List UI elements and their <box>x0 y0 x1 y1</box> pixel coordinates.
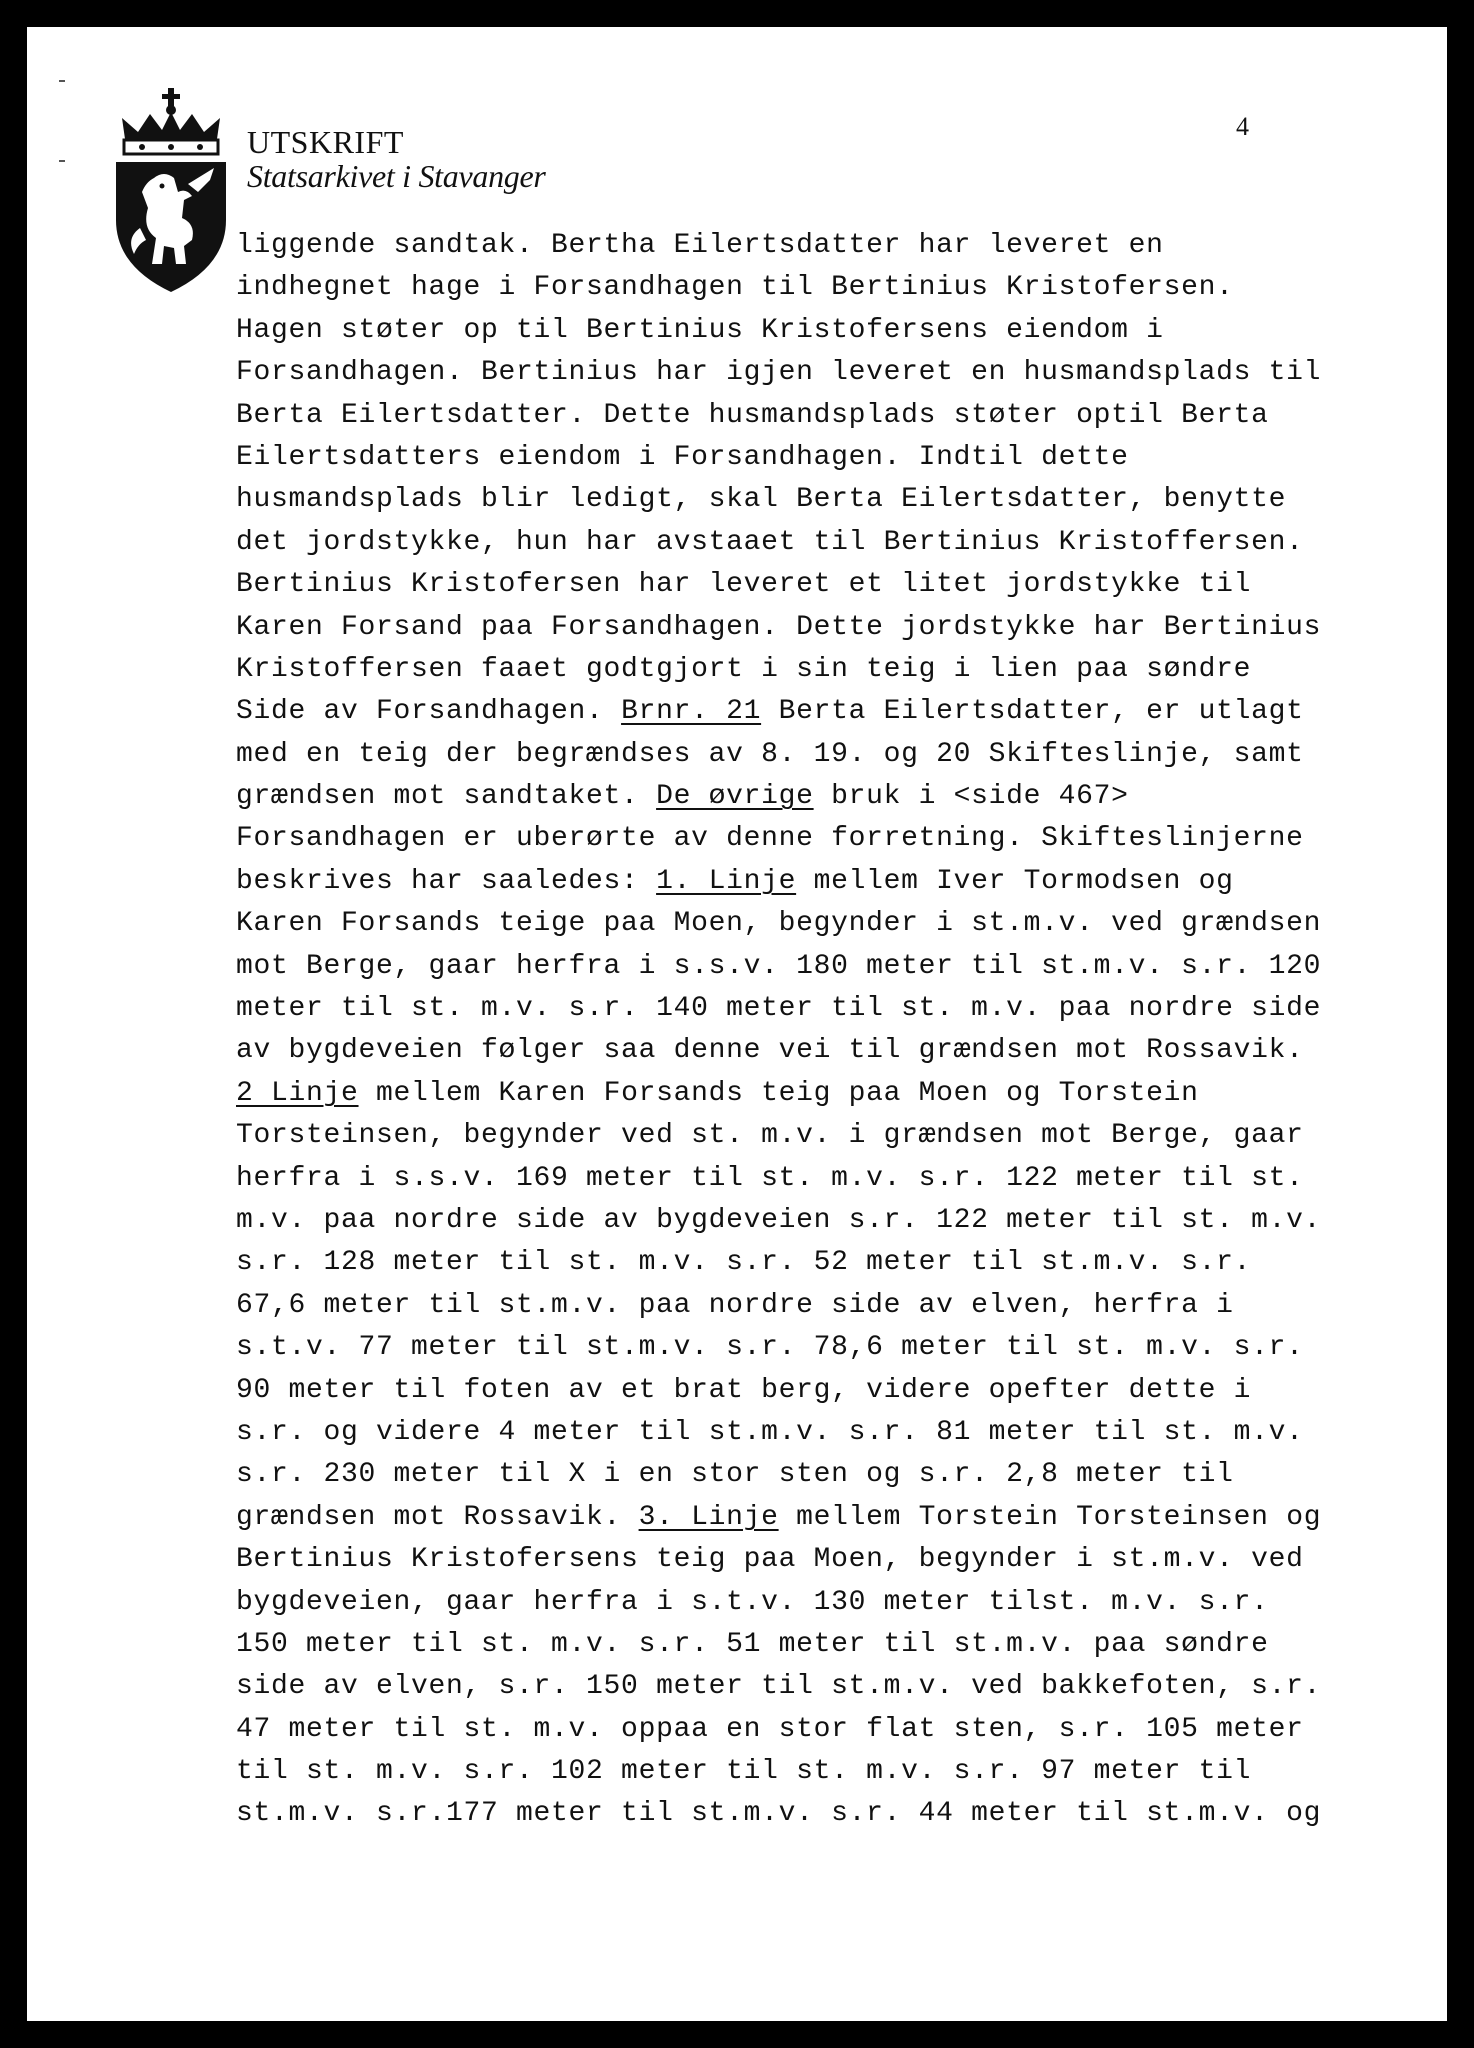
text-segment: Karen Forsand paa Forsandhagen. Dette jordstykke har Bertinius <box>236 611 1322 643</box>
archive-title: UTSKRIFT <box>247 124 404 160</box>
text-segment: Bertinius Kristofersens teig paa Moen, begynder i st.m.v. ved <box>236 1544 1304 1576</box>
text-line <box>236 1497 1386 1539</box>
text-segment: liggende sandtak. Bertha Eilertsdatter har leveret en <box>236 230 1164 261</box>
text-segment: Berta Eilertsdatter. Dette husmandsplads støter optil Berta <box>236 399 1269 431</box>
text-line <box>236 1454 1386 1496</box>
text-line <box>236 1158 1386 1200</box>
text-line <box>236 1793 1386 1835</box>
text-line <box>236 522 1386 564</box>
text-line <box>236 691 1386 733</box>
text-line <box>236 352 1386 394</box>
text-line <box>236 1412 1386 1454</box>
text-line <box>236 818 1386 860</box>
text-segment: bruk i <side 467> <box>813 781 1129 813</box>
text-line <box>236 479 1386 521</box>
text-segment: bygdeveien, gaar herfra i s.t.v. 130 meter tilst. m.v. s.r. <box>236 1586 1269 1618</box>
text-segment: s.r. 128 meter til st. m.v. s.r. 52 meter til st.m.v. s.r. <box>236 1247 1252 1279</box>
underlined-heading: De øvrige <box>656 781 814 813</box>
text-segment: mellem Torstein Torsteinsen og <box>778 1501 1322 1533</box>
text-segment: s.t.v. 77 meter til st.m.v. s.r. 78,6 meter til st. m.v. s.r. <box>236 1332 1304 1364</box>
text-segment: Eilertsdatters eiendom i Forsandhagen. Indtil dette <box>236 441 1129 473</box>
text-segment: s.r. 230 meter til X i en stor sten og s.r. 2,8 meter til <box>236 1459 1234 1491</box>
text-line <box>236 649 1386 691</box>
norwegian-coat-of-arms-icon <box>112 88 230 292</box>
text-line <box>236 1751 1386 1793</box>
text-line <box>236 310 1386 352</box>
text-segment: mellem Iver Tormodsen og <box>796 865 1234 897</box>
text-line <box>236 988 1386 1030</box>
text-segment: Kristoffersen faaet godtgjort i sin teig i lien paa søndre <box>236 653 1252 685</box>
text-segment: m.v. paa nordre side av bygdeveien s.r. 122 meter til st. m.v. <box>236 1204 1322 1236</box>
text-segment: Karen Forsands teige paa Moen, begynder i st.m.v. ved grændsen <box>236 908 1322 940</box>
text-segment: 47 meter til st. m.v. oppaa en stor flat sten, s.r. 105 meter <box>236 1713 1304 1745</box>
text-line <box>236 607 1386 649</box>
text-line <box>236 395 1386 437</box>
text-line <box>236 1709 1386 1751</box>
text-segment: grændsen mot Rossavik. <box>236 1501 639 1533</box>
underlined-heading: Brnr. 21 <box>621 696 762 728</box>
text-segment: til st. m.v. s.r. 102 meter til st. m.v. s.r. 97 meter til <box>236 1756 1252 1788</box>
text-segment: med en teig der begrændses av 8. 19. og 20 Skifteslinje, samt <box>236 738 1304 770</box>
text-segment: det jordstykke, hun har avstaaet til Bertinius Kristoffersen. <box>236 526 1304 558</box>
text-line <box>236 861 1386 903</box>
text-segment: 150 meter til st. m.v. s.r. 51 meter til st.m.v. paa søndre <box>236 1628 1269 1660</box>
text-line <box>236 946 1386 988</box>
text-line <box>236 1539 1386 1581</box>
underlined-heading: 3. Linje <box>638 1501 779 1533</box>
text-segment: Forsandhagen er uberørte av denne forretning. Skifteslinjerne <box>236 823 1304 855</box>
text-segment: Forsandhagen. Bertinius har igjen leveret en husmandsplads til <box>236 357 1322 389</box>
text-line <box>236 1666 1386 1708</box>
text-segment: st.m.v. s.r.177 meter til st.m.v. s.r. 44 meter til st.m.v. og <box>236 1798 1322 1830</box>
text-line <box>236 1030 1386 1072</box>
text-segment: av bygdeveien følger saa denne vei til grændsen mot Rossavik. <box>236 1035 1304 1067</box>
text-line <box>236 734 1386 776</box>
text-segment: Hagen støter op til Bertinius Kristofersens eiendom i <box>236 314 1164 346</box>
text-line <box>236 1370 1386 1412</box>
margin-mark <box>59 80 65 82</box>
text-segment: Torsteinsen, begynder ved st. m.v. i grændsen mot Berge, gaar <box>236 1120 1304 1152</box>
transcript-body <box>236 225 1386 1836</box>
text-line <box>236 437 1386 479</box>
text-segment: herfra i s.s.v. 169 meter til st. m.v. s.r. 122 meter til st. <box>236 1162 1304 1194</box>
text-line <box>236 1624 1386 1666</box>
text-line <box>236 776 1386 818</box>
text-segment: Berta Eilertsdatter, er utlagt <box>761 696 1304 728</box>
text-segment: meter til st. m.v. s.r. 140 meter til st. m.v. paa nordre side <box>236 993 1322 1025</box>
text-line <box>236 267 1386 309</box>
text-segment: Bertinius Kristofersen har leveret et litet jordstykke til <box>236 569 1252 601</box>
text-segment: grændsen mot sandtaket. <box>236 781 657 813</box>
text-line <box>236 1582 1386 1624</box>
margin-mark <box>59 160 65 162</box>
text-segment: beskrives har saaledes: <box>236 865 657 897</box>
text-line <box>236 1115 1386 1157</box>
text-segment: husmandsplads blir ledigt, skal Berta Eilertsdatter, benytte <box>236 484 1287 516</box>
underlined-heading: 1. Linje <box>656 865 797 897</box>
text-segment: 67,6 meter til st.m.v. paa nordre side av elven, herfra i <box>236 1289 1234 1321</box>
text-line <box>236 225 1386 267</box>
text-segment: mellem Karen Forsands teig paa Moen og Torstein <box>358 1077 1199 1109</box>
text-segment: Side av Forsandhagen. <box>236 696 622 728</box>
text-line <box>236 1285 1386 1327</box>
text-line <box>236 1327 1386 1369</box>
text-line <box>236 1073 1386 1115</box>
text-line <box>236 903 1386 945</box>
text-segment: side av elven, s.r. 150 meter til st.m.v. ved bakkefoten, s.r. <box>236 1671 1322 1703</box>
text-line <box>236 564 1386 606</box>
text-segment: 90 meter til foten av et brat berg, videre opefter dette i <box>236 1374 1252 1406</box>
underlined-heading: 2 Linje <box>236 1077 359 1109</box>
text-line <box>236 1242 1386 1284</box>
text-segment: s.r. og videre 4 meter til st.m.v. s.r. 81 meter til st. m.v. <box>236 1416 1304 1448</box>
text-line <box>236 1200 1386 1242</box>
archive-subtitle: Statsarkivet i Stavanger <box>247 158 546 194</box>
page-number: 4 <box>1236 112 1249 141</box>
text-segment: mot Berge, gaar herfra i s.s.v. 180 meter til st.m.v. s.r. 120 <box>236 950 1322 982</box>
text-segment: indhegnet hage i Forsandhagen til Bertinius Kristofersen. <box>236 272 1234 304</box>
